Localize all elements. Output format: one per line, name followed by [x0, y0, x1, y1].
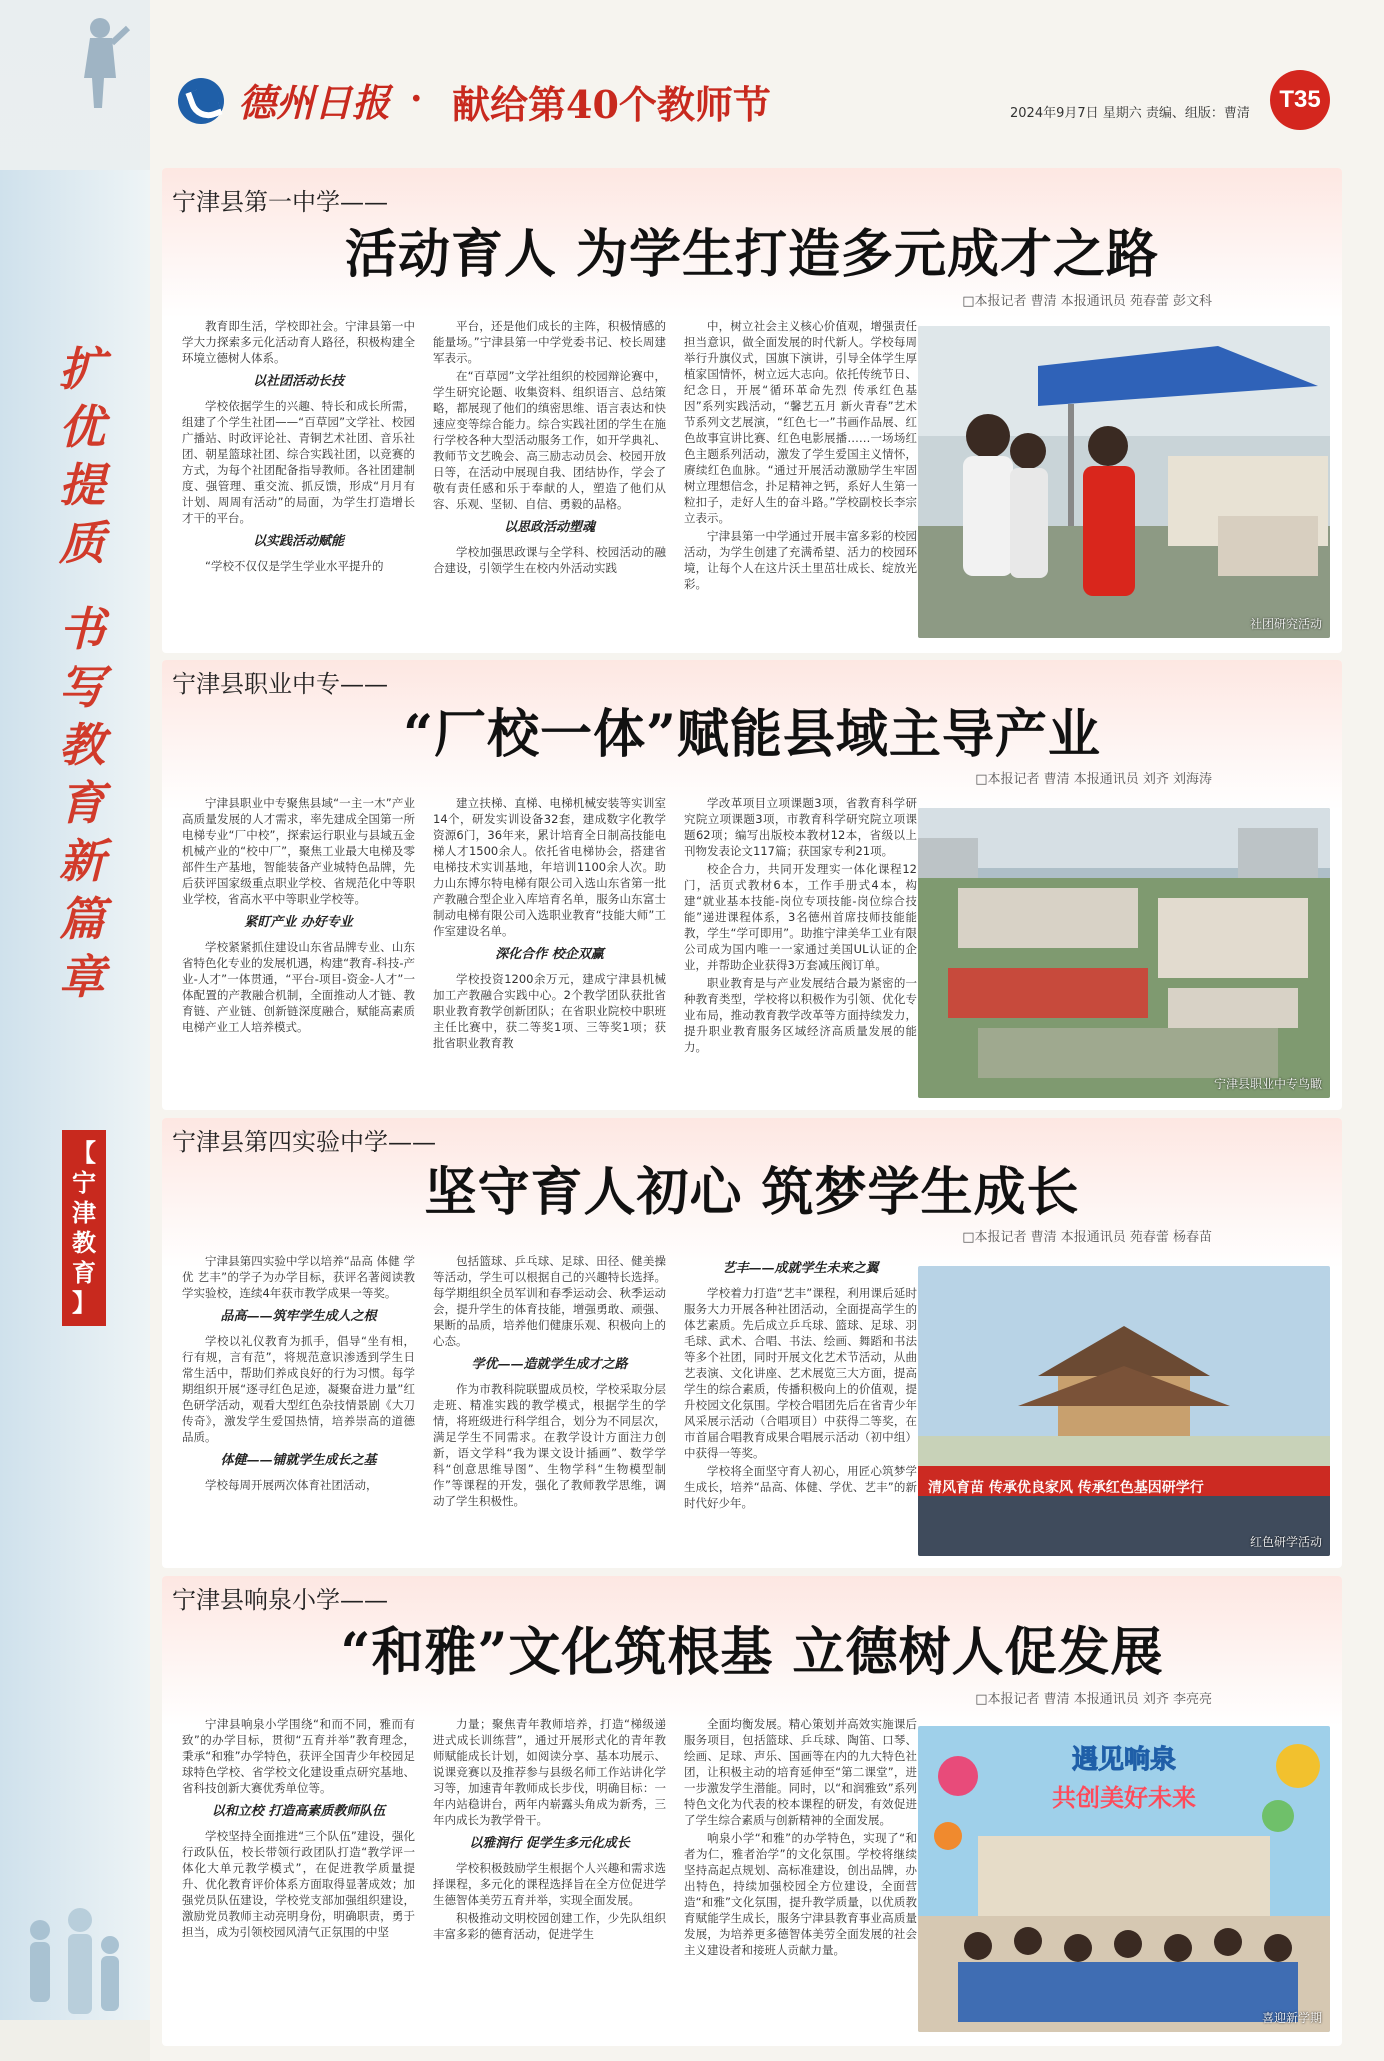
article-2-byline: □本报记者 曹清 本报通讯员 刘齐 刘海涛 [975, 772, 1212, 787]
article-1-body [182, 318, 917, 643]
page-number-badge: T35 [1270, 70, 1330, 130]
article-1-byline: □本报记者 曹清 本报通讯员 苑春蕾 彭文科 [962, 294, 1212, 309]
article-3-subhead-1: 品高——筑牢学生成人之根 [220, 1309, 377, 1324]
article-4-col-2: 力量；聚焦青年教师培养，打造“梯级递进式成长训练营”，通过开展形式化的青年教师赋能成长计划，如阅读分享、基本功展示、说课竞赛以及推荐参与县级名师工作站讲化学习等，加速青年教师成长步伐，明确目标：一年内站稳讲台，两年内崭露头角成为新秀，三年内成长为教学骨干。 以雅润行 促学生多元化成长 学校积极鼓励学生根据个人兴趣和需求选择课程，多元化的课程选择旨在全方位促进学生德智体美劳五育并举，实现全面发展。 积极推动文明校园创建工作，少先队组织丰富多彩的德育活动，促进学生 [433, 1717, 666, 1941]
article-2-subhead-1: 紧盯产业 办好专业 [244, 915, 353, 930]
campus-aerial-photo [918, 808, 1330, 1098]
children-silhouette-icon [10, 1890, 130, 2040]
newspaper-brand: 德州日报 [238, 80, 391, 125]
club-activity-photo [918, 326, 1330, 638]
article-4-title: “和雅”文化筑根基 立德树人促发展 [340, 1622, 1164, 1683]
article-2-kicker: 宁津县职业中专—— [172, 670, 388, 698]
page-header [170, 60, 1330, 140]
special-edition-title: 献给第40个教师节 [452, 82, 771, 127]
article-1-subhead-2: 以实践活动赋能 [252, 534, 344, 549]
left-decorative-strip [0, 0, 150, 2061]
article-2-photo [918, 808, 1330, 1098]
slogan-line-2: 书 写 教 育 新 篇 章 [59, 602, 105, 1004]
article-1-col-3: 中，树立社会主义核心价值观，增强责任担当意识，做全面发展的时代新人。学校每周举行升旗仪式，国旗下演讲，引导全体学生厚植家国情怀，树立远大志向。依托传统节日、纪念日，开展“循环革命先烈 传承红色基因”系列实践活动，“馨艺五月 新火青春”艺术节系列文艺展演，“红色七一”书画作品展、红色故事宣讲比赛、红色电影展播……一场场红色主题系列活动，激发了学生爱国主义情怀，赓续红色血脉。“通过开展活动激励学生牢固树立理想信念，扑足精神之钙，系好人生第一粒扣子，走好人生的奋斗路。”学校副校长李宗立表示。 宁津县第一中学通过开展丰富多彩的校园活动，为学生创建了充满希望、活力的校园环境，让每个人在这片沃土里茁壮成长、绽放光彩。 [684, 319, 917, 591]
dateline: 2024年9月7日 星期六 责编、组版：曹清 [1010, 106, 1250, 121]
article-4-photo-banner-2: 共创美好未来 [1052, 1784, 1196, 1812]
article-4-subhead-1: 以和立校 打造高素质教师队伍 [211, 1804, 386, 1819]
article-4-col-1: 宁津县响泉小学围绕“和而不同，雅而有致”的办学目标，贯彻“五育并举”教育理念，秉承“和雅”办学特色，获评全国青少年校园足球特色学校、省学校文化建设重点研究基地、省科技创新大赛优秀单位等。 以和立校 打造高素质教师队伍 学校坚持全面推进“三个队伍”建设，强化行政队伍，校长带领行政团队打造“教学评一体化大单元教学模式”，在促进教学质量提升、优化教育评价体系方面取得显著成效；加强党员队伍建设，学校党支部加强组织建设，激励党员教师主动亮明身份，明确职责，勇于担当，成为引领校园风清气正氛围的中坚 [182, 1717, 415, 1939]
article-3-kicker: 宁津县第四实验中学—— [172, 1128, 436, 1156]
article-4-subhead-2: 以雅润行 促学生多元化成长 [469, 1836, 630, 1851]
article-1-title: 活动育人 为学生打造多元成才之路 [344, 224, 1160, 285]
article-4-byline: □本报记者 曹清 本报通讯员 刘齐 李亮亮 [975, 1692, 1212, 1707]
article-4-body [182, 1716, 917, 2036]
article-3 [162, 1118, 1342, 1568]
article-2-col-3: 学改革项目立项课题3项，省教育科学研究院立项课题3项，市教育科学研究院立项课题62项；编写出版校本教材12本，省级以上刊物发表论文117篇；获国家专利21项。 校企合力，共同开发理实一体化课程12门，活页式教材6本，工作手册式4本，构建“就业基本技能-岗位专项技能-岗位综合技能”递进课程体系，3名德州首席技师技能能教，学生“学可即用”。助推宁津美华工业有限公司成为国内唯一一家通过美国UL认证的企业，并帮助企业获得3万套减压阀订单。 职业教育是与产业发展结合最为紧密的一种教育类型，学校将以积极作为引领、优化专业布局，推动教育教学改革等方面持续发力，提升职业教育服务区域经济高质量发展的能力。 [684, 796, 917, 1054]
article-1-photo-caption: 社团研究活动 [1249, 617, 1322, 631]
article-3-col-1: 宁津县第四实验中学以培养“品高 体健 学优 艺丰”的学子为办学目标，获评名著阅读教学实验校，连续4年获市教学成果一等奖。 品高——筑牢学生成人之根 学校以礼仪教育为抓手，倡导“坐有相，行有规，言有范”，将规范意识渗透到学生日常生活中，帮助们养成良好的行为习惯。每学期组织开展“逐寻红色足迹，凝聚奋进力量”红色研学活动，观看大型红色杂技情景剧《大刀传奇》，激发学生爱国热情，培养崇高的道德品质。 体健——铺就学生成长之基 学校每周开展两次体育社团活动， [182, 1254, 415, 1492]
article-1-col-2: 平台，还是他们成长的主阵，积极情感的能量场。”宁津县第一中学党委书记、校长周建军表示。 在“百草园”文学社组织的校园辩论赛中，学生研究论题、收集资料、组织语言、总结策略，都展现了他们的缜密思维、语言表达和快速应变等综合能力。综合实践社团的学生在施行学校各种大型活动服务工作，如开学典礼、教师节文艺晚会、高三励志动员会、校园开放日等，在活动中展现自我、团结协作，学会了敬有责任感和乐于奉献的人，塑造了他们从容、乐观、坚韧、自信、勇毅的品格。 以思政活动塑魂 学校加强思政课与全学科、校园活动的融合建设，引领学生在校内外活动实践 [433, 319, 666, 575]
article-1-subhead-3: 以思政活动塑魂 [503, 520, 595, 535]
article-3-col-2: 包括篮球、乒乓球、足球、田径、健美操等活动，学生可以根据自己的兴趣特长选择。每学期组织全员军训和春季运动会、秋季运动会，提升学生的体育技能，增强勇敢、顽强、果断的品质，培养他们健康乐观、积极向上的心态。 学优——造就学生成才之路 作为市教科院联盟成员校，学校采取分层走班、精准实践的教学模式，根据学生的学情，将班级进行科学组合，划分为不同层次，满足学生不同需求。在教学设计方面注力创新，语文学科“我为课文设计插画”、数学学科“创意思维导图”、生物学科“生物模型制作”等课程的开发，强化了教师教学思维，调动了学生积极性。 [433, 1254, 666, 1508]
article-4 [162, 1576, 1342, 2046]
new-semester-photo [918, 1726, 1330, 2032]
article-2-title: “厂校一体”赋能县域主导产业 [403, 704, 1101, 765]
article-3-subhead-2: 体健——铺就学生成长之基 [220, 1453, 377, 1468]
article-1-col-1: 教育即生活，学校即社会。宁津县第一中学大力探索多元化活动育人路径，积极构建全环境立德树人体系。 以社团活动长技 学校依据学生的兴趣、特长和成长所需，组建了个学生社团——“百草园”文学社、校园广播站、时政评论社、青铜艺术社团、音乐社团、朝星篮球社团、综合实践社团，以竞赛的方式，为每个社团配备指导教师。各社团建制度、强管理、重交流、抓反馈，形成“月月有计划、周周有活动”的局面，为学生打造增长才干的平台。 以实践活动赋能 “学校不仅仅是学生学业水平提升的 [182, 319, 415, 573]
article-2-col-2: 建立扶梯、直梯、电梯机械安装等实训室14个，研发实训设备32套，建成数字化教学资源6门，36年来，累计培育全日制高技能电梯人才1500余人。依托省电梯协会，搭建省电梯技术实训基地，年培训1100余人次。助力山东博尔特电梯有限公司入选山东省第一批产教融合型企业入库培育名单，服务山东富士制动电梯有限公司入选职业教育“技能大师”工作室建设名单。 深化合作 校企双赢 学校投资1200余万元，建成宁津县机械加工产教融合实践中心。2个教学团队获批省职业教育教学创新团队；在省职业院校中职班主任比赛中，获二等奖1项、三等奖1项；获批省职业教育教 [433, 796, 666, 1050]
article-3-photo-caption: 红色研学活动 [1249, 1535, 1322, 1549]
article-3-col-3: 艺丰——成就学生未来之翼 学校着力打造“艺丰”课程，利用课后延时服务大力开展各种社团活动，全面提高学生的体艺素质。先后成立乒乓球、篮球、足球、羽毛球、武术、合唱、书法、绘画、舞蹈和书法等多个社团，同时开展文化艺术节活动，从曲艺表演、文化讲座、艺术展览三大方面，提高学生的综合素质，传播积极向上的价值观，提升校园文化氛围。学校合唱团先后在省青少年风采展示活动（合唱项目）中获得二等奖，在市首届合唱教育成果合唱展示活动（初中组）中获得一等奖。 学校将全面坚守育人初心，用匠心筑梦学生成长，培养“品高、体健、学优、艺丰”的新时代好少年。 [684, 1261, 917, 1510]
article-3-photo [918, 1266, 1330, 1556]
article-4-photo [918, 1726, 1330, 2032]
article-4-photo-caption: 喜迎新学期 [1261, 2011, 1322, 2025]
article-1 [162, 168, 1342, 653]
article-3-body [182, 1253, 917, 1558]
section-label: 【 宁 津 教 育 】 [62, 1130, 106, 1326]
article-3-subhead-3: 学优——造就学生成才之路 [471, 1357, 628, 1372]
red-study-tour-photo [918, 1266, 1330, 1556]
article-2 [162, 660, 1342, 1110]
article-3-photo-banner: 清风育苗 传承优良家风 传承红色基因研学行 [928, 1480, 1204, 1496]
article-2-col-1: 宁津县职业中专聚焦县域“一主一木”产业高质量发展的人才需求，率先建成全国第一所电梯专业“厂中校”，探索运行职业与县域五金机械产业的“校中厂”，聚焦工业最大电梯及零部件生产基地，智能装备产业城特色品牌，先后获评国家级重点职业学校、省规范化中等职业学校，省高水平中等职业学校等。 紧盯产业 办好专业 学校紧紧抓住建设山东省品牌专业、山东省特色化专业的发展机遇，构建“教育-科技-产业-人才”一体贯通，“平台-项目-资金-人才”一体配置的产教融合机制，全面推动人才链、教育链、产业链、创新链深度融合，赋能高素质电梯产业工人培养模式。 [182, 796, 415, 1034]
newspaper-logo-icon [178, 78, 224, 124]
article-1-kicker: 宁津县第一中学—— [172, 188, 388, 216]
article-4-col-3: 全面均衡发展。精心策划并高效实施课后服务项目，包括篮球、乒乓球、陶笛、口琴、绘画、足球、声乐、国画等在内的九大特色社团，让积极主动的培育延伸至“第二课堂”，进一步激发学生潜能。同时，以“和润雅致”系列特色文化为代表的校本课程的研发，有效促进了学生综合素质与创新精神的全面发展。 响泉小学“和雅”的办学特色，实现了“和者为仁，雅者治学”的文化氛围。学校将继续坚持高起点规划、高标准建设，创出品牌，办出特色，持续加强校园全方位建设，全面营造“和雅”文化氛围，提升教学质量，以优质教育赋能学生成长，服务宁津县教育事业高质量发展，为培养更多德智体美劳全面发展的社会主义建设者和接班人贡献力量。 [684, 1717, 917, 1957]
article-3-byline: □本报记者 曹清 本报通讯员 苑春蕾 杨春苗 [962, 1230, 1212, 1245]
astronaut-figure-icon [60, 8, 130, 128]
slogan-line-1: 扩 优 提 质 [59, 342, 105, 570]
article-1-photo [918, 326, 1330, 638]
article-3-title: 坚守育人初心 筑梦学生成长 [424, 1162, 1080, 1223]
article-3-subhead-4: 艺丰——成就学生未来之翼 [722, 1261, 879, 1276]
article-2-body [182, 795, 917, 1100]
article-1-subhead-1: 以社团活动长技 [252, 374, 344, 389]
article-4-kicker: 宁津县响泉小学—— [172, 1586, 388, 1614]
header-separator: · [410, 78, 423, 120]
article-2-subhead-2: 深化合作 校企双赢 [495, 947, 604, 962]
article-2-photo-caption: 宁津县职业中专鸟瞰 [1213, 1077, 1322, 1091]
article-4-photo-banner-1: 遇见响泉 [1071, 1745, 1177, 1775]
